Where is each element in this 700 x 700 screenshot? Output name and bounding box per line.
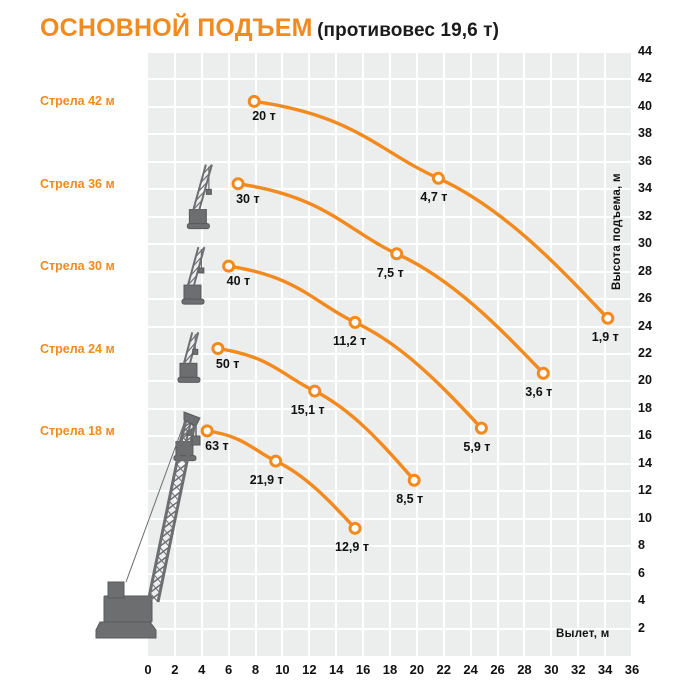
x-tick-label: 14 [328, 662, 344, 677]
x-tick-label: 32 [570, 662, 586, 677]
point-value-label: 15,1 т [290, 403, 325, 418]
y-tick-label: 10 [638, 510, 652, 525]
boom-length-label: Стрела 30 м [40, 259, 115, 274]
point-value-label: 20 т [252, 109, 276, 124]
y-tick-label: 4 [638, 593, 645, 608]
data-point-marker [224, 261, 234, 271]
crane-pictograms [96, 165, 212, 638]
x-tick-label: 28 [517, 662, 532, 677]
data-point-marker [271, 456, 281, 466]
x-tick-label: 10 [275, 662, 290, 677]
boom-length-label: Стрела 36 м [40, 176, 115, 191]
crane-pictogram [187, 165, 212, 229]
x-tick-label: 30 [544, 662, 559, 677]
y-tick-label: 40 [638, 98, 652, 113]
data-point-marker [603, 313, 613, 323]
x-tick-label: 18 [382, 662, 398, 677]
point-value-label: 5,9 т [463, 440, 491, 455]
y-axis-title: Высота подъема, м [611, 173, 623, 290]
crane-pictogram [182, 247, 204, 304]
x-tick-label: 24 [463, 662, 478, 677]
data-point-marker [433, 173, 443, 183]
y-tick-label: 44 [638, 44, 652, 58]
data-point-marker [350, 317, 360, 327]
x-tick-label: 16 [355, 662, 371, 677]
x-tick-label: 26 [490, 662, 505, 677]
point-value-label: 12,9 т [335, 540, 369, 555]
x-axis-title: Вылет, м [556, 628, 610, 640]
y-tick-label: 20 [638, 373, 652, 388]
point-value-label: 63 т [205, 438, 229, 453]
y-tick-label: 18 [638, 400, 652, 415]
data-point-marker [310, 386, 320, 396]
data-point-marker [202, 426, 212, 436]
boom-length-label: Стрела 18 м [40, 423, 115, 438]
boom-length-label: Стрела 24 м [40, 341, 115, 356]
x-tick-label: 2 [171, 662, 179, 677]
data-point-marker [538, 368, 548, 378]
y-tick-label: 38 [638, 126, 652, 141]
y-tick-label: 2 [638, 620, 645, 635]
point-value-label: 8,5 т [396, 492, 424, 507]
y-tick-label: 6 [638, 565, 645, 580]
y-tick-label: 42 [638, 71, 652, 86]
y-tick-label: 28 [638, 263, 652, 278]
x-tick-label: 34 [597, 662, 613, 677]
data-point-marker [233, 179, 243, 189]
y-tick-label: 14 [638, 455, 652, 470]
point-value-label: 50 т [215, 356, 240, 371]
x-tick-label: 4 [198, 662, 206, 677]
y-tick-label: 12 [638, 483, 652, 498]
y-tick-label: 26 [638, 291, 652, 306]
point-value-label: 3,6 т [525, 385, 553, 400]
point-value-label: 40 т [226, 274, 251, 289]
y-tick-label: 24 [638, 318, 652, 333]
crane-pictogram [178, 332, 200, 382]
point-value-label: 30 т [236, 191, 260, 206]
y-tick-label: 32 [638, 208, 652, 223]
x-tick-label: 6 [225, 662, 233, 677]
data-point-marker [213, 344, 223, 354]
boom-length-label: Стрела 42 м [40, 94, 115, 109]
y-tick-label: 36 [638, 153, 652, 168]
point-value-label: 1,9 т [591, 330, 619, 345]
point-value-label: 7,5 т [376, 265, 404, 280]
data-point-marker [392, 249, 402, 259]
x-tick-label: 36 [624, 662, 640, 677]
y-tick-label: 34 [638, 181, 652, 196]
y-tick-label: 8 [638, 538, 645, 553]
point-value-label: 21,9 т [249, 473, 284, 488]
y-tick-label: 30 [638, 236, 652, 251]
x-tick-label: 20 [409, 662, 425, 677]
data-point-marker [249, 96, 259, 106]
x-tick-label: 22 [436, 662, 451, 677]
point-value-label: 4,7 т [420, 190, 448, 205]
data-point-marker [476, 423, 486, 433]
y-tick-label: 16 [638, 428, 652, 443]
chart-title-sub: (противовес 19,6 т) [317, 20, 500, 41]
y-tick-label: 22 [638, 346, 652, 360]
x-tick-label: 12 [302, 662, 317, 677]
curve-group [202, 96, 613, 533]
x-tick-label: 0 [144, 662, 152, 677]
point-value-label: 11,2 т [333, 334, 367, 349]
load-curve [254, 101, 608, 318]
data-point-marker [350, 523, 360, 533]
data-point-marker [409, 475, 419, 485]
chart-title-main: ОСНОВНОЙ ПОДЪЕМ [40, 14, 313, 42]
x-tick-label: 8 [251, 662, 260, 677]
